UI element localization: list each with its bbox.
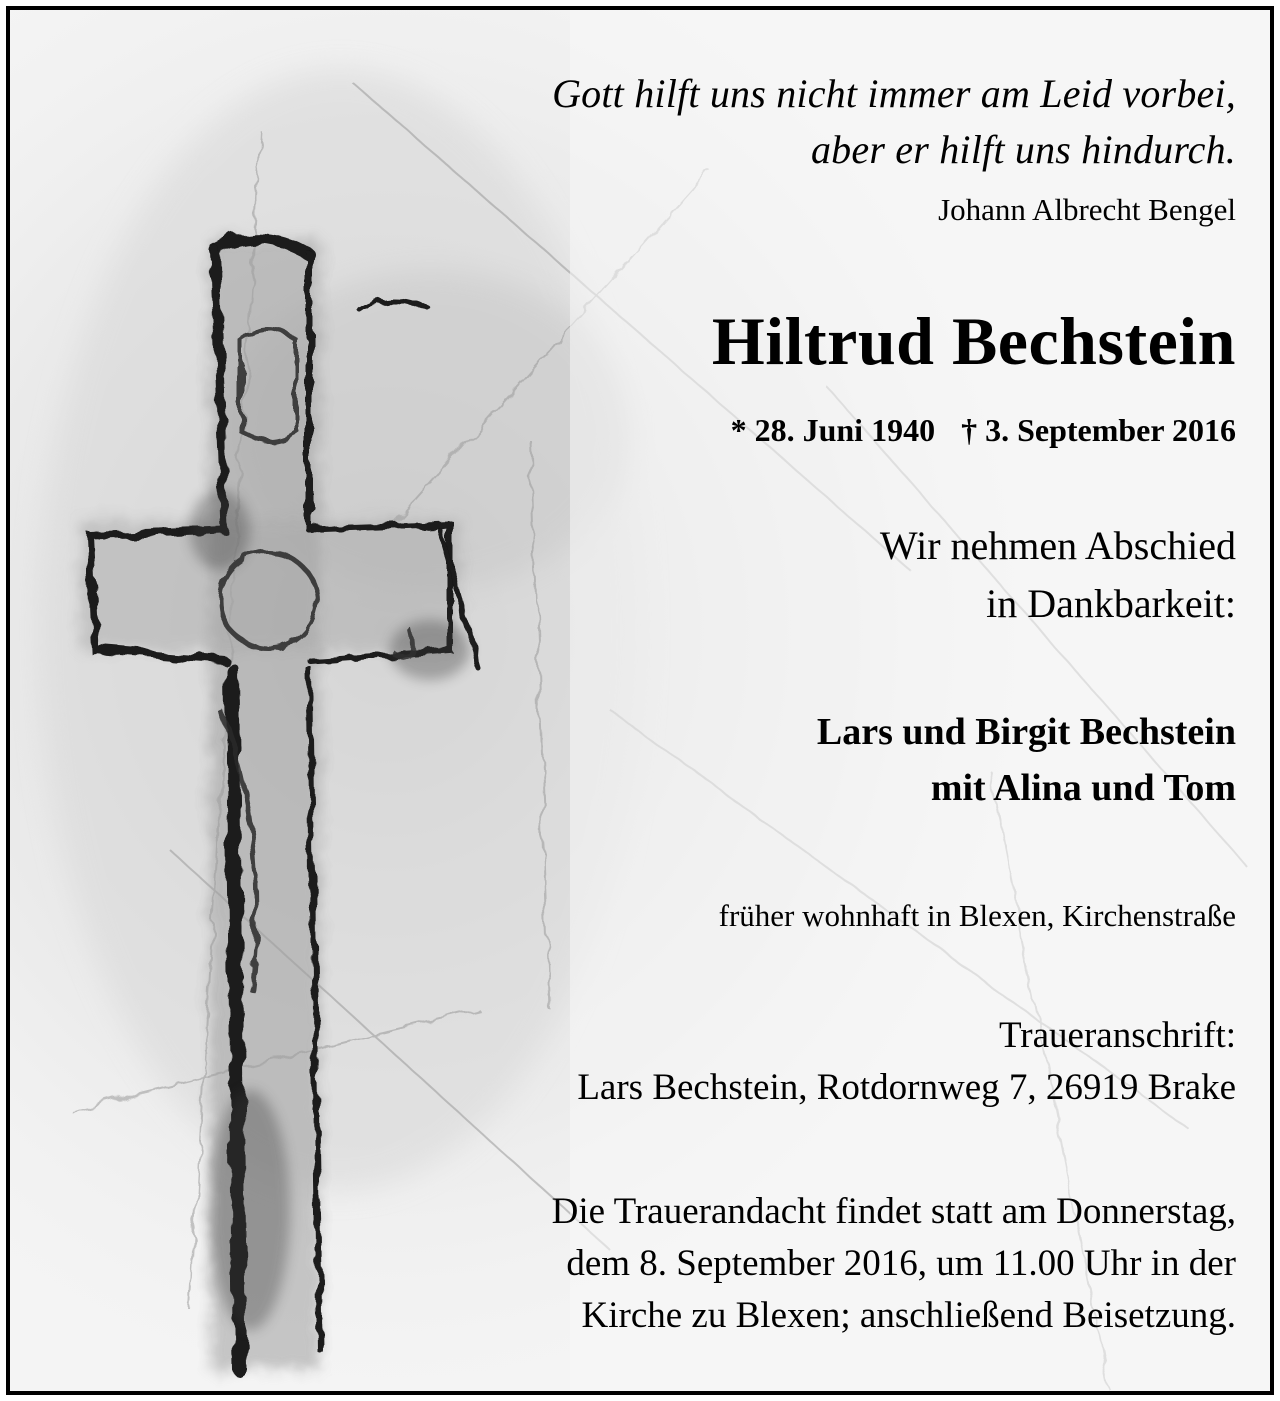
birth-date: * 28. Juni 1940	[730, 412, 936, 448]
farewell-line-2: in Dankbarkeit:	[986, 581, 1236, 626]
quote-line-2: aber er hilft uns hindurch.	[810, 127, 1236, 172]
mourning-address-label: Traueranschrift:	[998, 1015, 1236, 1056]
life-dates	[731, 412, 1236, 449]
deceased-name: Hiltrud Bechstein	[711, 303, 1236, 379]
family-line-2: mit Alina und Tom	[930, 767, 1236, 809]
service-line-1: Die Trauerandacht findet statt am Donnerstag,	[551, 1191, 1236, 1232]
service-line-3: Kirche zu Blexen; anschließend Beisetzung.	[581, 1295, 1236, 1336]
mourning-address: Lars Bechstein, Rotdornweg 7, 26919 Brake	[577, 1067, 1236, 1108]
quote-line-1: Gott hilft uns nicht immer am Leid vorbei,	[552, 71, 1236, 116]
death-date: † 3. September 2016	[961, 412, 1236, 448]
service-line-2: dem 8. September 2016, um 11.00 Uhr in der	[566, 1243, 1236, 1284]
former-residence: früher wohnhaft in Blexen, Kirchenstraße	[718, 898, 1236, 933]
quote-author: Johann Albrecht Bengel	[938, 192, 1236, 227]
obituary-notice	[6, 6, 1274, 1395]
family-line-1: Lars und Birgit Bechstein	[816, 711, 1236, 753]
farewell-line-1: Wir nehmen Abschied	[879, 523, 1236, 568]
